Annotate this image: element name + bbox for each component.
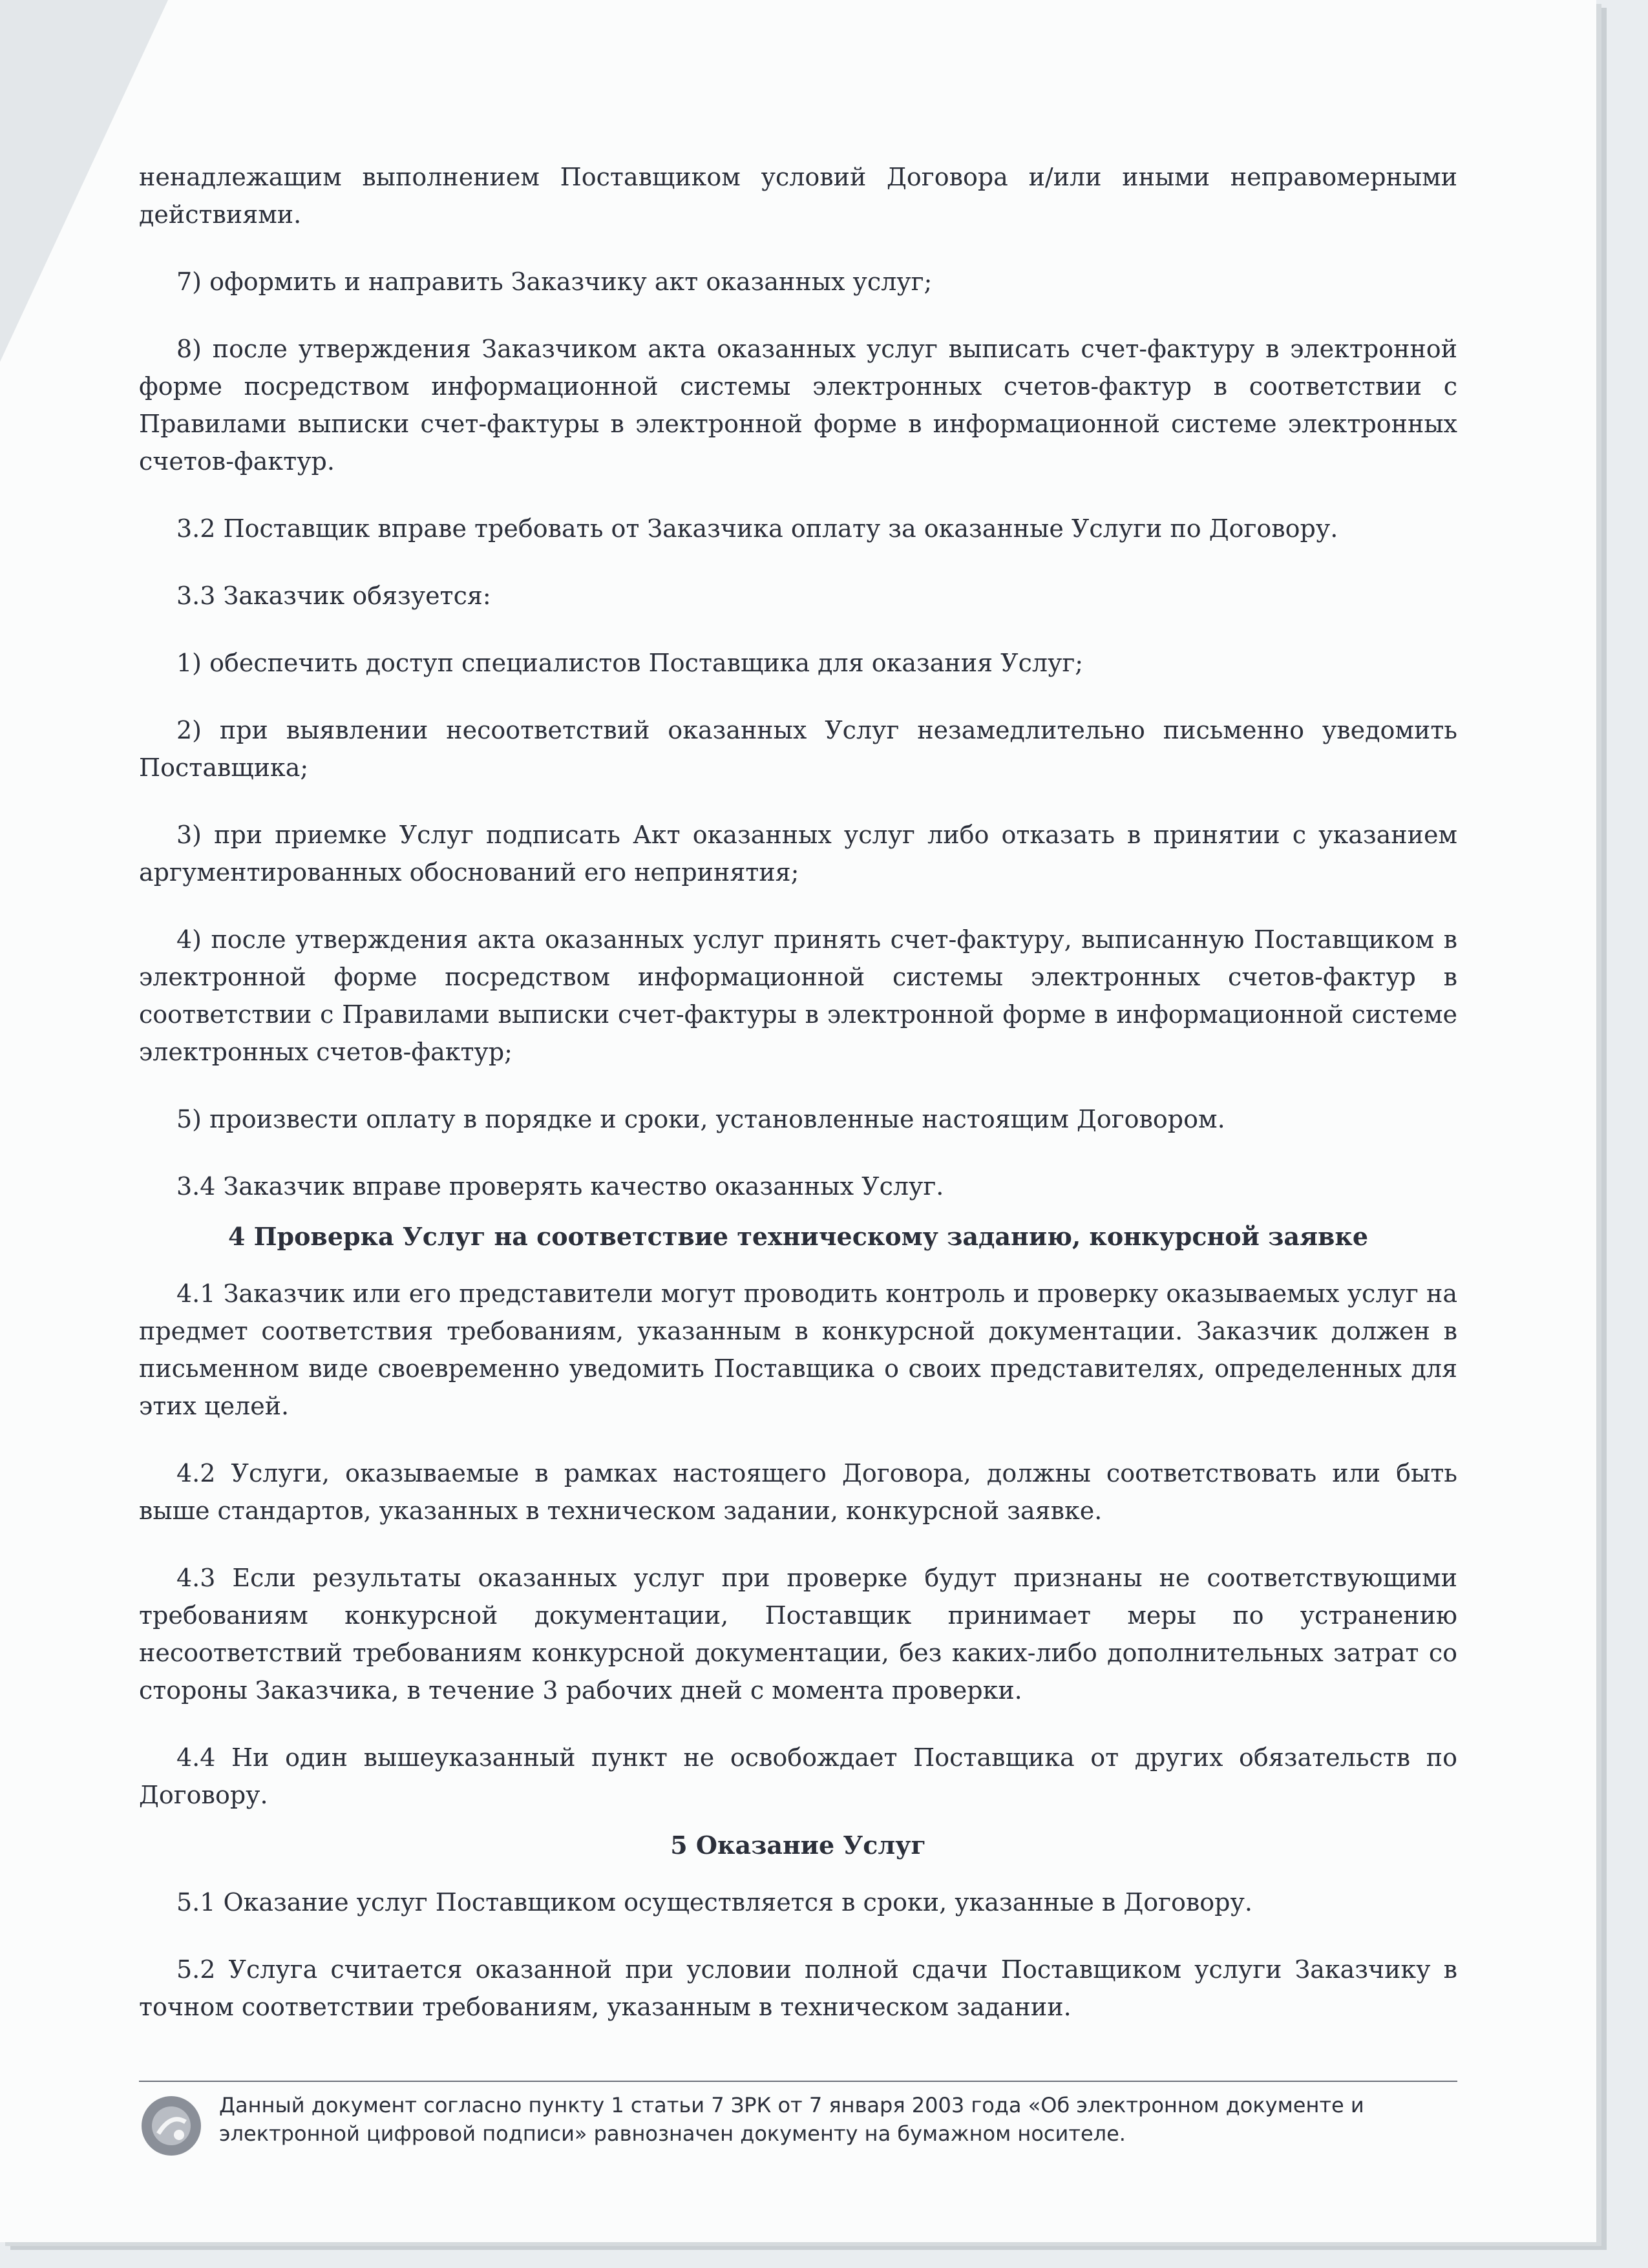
paragraph-3-3: 3.3 Заказчик обязуется: <box>176 582 491 610</box>
paragraph-4-4: 4.4 Ни один вышеуказанный пункт не освобождает Поставщика от других обязательств по Договору. <box>139 1743 1457 1809</box>
paragraph-3-2: 3.2 Поставщик вправе требовать от Заказчика оплату за оказанные Услуги по Договору. <box>176 514 1338 543</box>
paragraph-3-3-item-5: 5) произвести оплату в порядке и сроки, установленные настоящим Договором. <box>176 1105 1225 1133</box>
paragraph-3-3-item-3: 3) при приемке Услуг подписать Акт оказанных услуг либо отказать в принятии с указанием аргументированных обоснований его непринятия; <box>139 821 1457 887</box>
paragraph-3-3-item-4: 4) после утверждения акта оказанных услуг принять счет-фактуру, выписанную Поставщиком в электронной форме посредством информационной системы электронных счетов-фактур в соответствии с Правилами выписки счет-фактуры в электронной форме в информационной системе электронных счетов-фактур; <box>139 925 1457 1066</box>
paragraph-item-8: 8) после утверждения Заказчиком акта оказанных услуг выписать счет-фактуру в электронной форме посредством информационной системы электронных счетов-фактур в соответствии с Правилами выписки счет-фактуры в электронной форме в информационной системе электронных счетов-фактур. <box>139 335 1457 476</box>
footer-notice <box>139 2081 1457 2158</box>
paragraph-3-4: 3.4 Заказчик вправе проверять качество оказанных Услуг. <box>176 1172 944 1201</box>
paragraph-continuation: ненадлежащим выполнением Поставщиком условий Договора и/или иными неправомерными действиями. <box>139 163 1457 229</box>
electronic-seal-icon <box>139 2094 204 2158</box>
document-body <box>139 158 1457 2026</box>
paragraph-3-3-item-1: 1) обеспечить доступ специалистов Поставщика для оказания Услуг; <box>176 649 1084 677</box>
footer-text: Данный документ согласно пункту 1 статьи 7 ЗРК от 7 января 2003 года «Об электронном документе и электронной цифровой подписи» равнозначен документу на бумажном носителе. <box>219 2093 1364 2146</box>
paragraph-5-2: 5.2 Услуга считается оказанной при условии полной сдачи Поставщиком услуги Заказчику в точном соответствии требованиям, указанным в техническом задании. <box>139 1955 1457 2021</box>
paragraph-3-3-item-2: 2) при выявлении несоответствий оказанных Услуг незамедлительно письменно уведомить Поставщика; <box>139 716 1457 782</box>
paragraph-4-1: 4.1 Заказчик или его представители могут проводить контроль и проверку оказываемых услуг на предмет соответствия требованиям, указанным в конкурсной документации. Заказчик должен в письменном виде своевременно уведомить Поставщика о своих представителях, определенных для этих целей. <box>139 1279 1457 1420</box>
paragraph-5-1: 5.1 Оказание услуг Поставщиком осуществляется в сроки, указанные в Договору. <box>176 1888 1252 1916</box>
paragraph-4-3: 4.3 Если результаты оказанных услуг при проверке будут признаны не соответствующими требованиям конкурсной документации, Поставщик принимает меры по устранению несоответствий требованиям конкурсной документации, без каких-либо дополнительных затрат со стороны Заказчика, в течение 3 рабочих дней с момента проверки. <box>139 1564 1457 1705</box>
paragraph-4-2: 4.2 Услуги, оказываемые в рамках настоящего Договора, должны соответствовать или быть выше стандартов, указанных в техническом задании, конкурсной заявке. <box>139 1459 1457 1525</box>
paragraph-item-7: 7) оформить и направить Заказчику акт оказанных услуг; <box>176 268 933 296</box>
section-5-heading: 5 Оказание Услуг <box>670 1831 926 1860</box>
section-4-heading: 4 Проверка Услуг на соответствие техническому заданию, конкурсной заявке <box>227 1222 1369 1251</box>
